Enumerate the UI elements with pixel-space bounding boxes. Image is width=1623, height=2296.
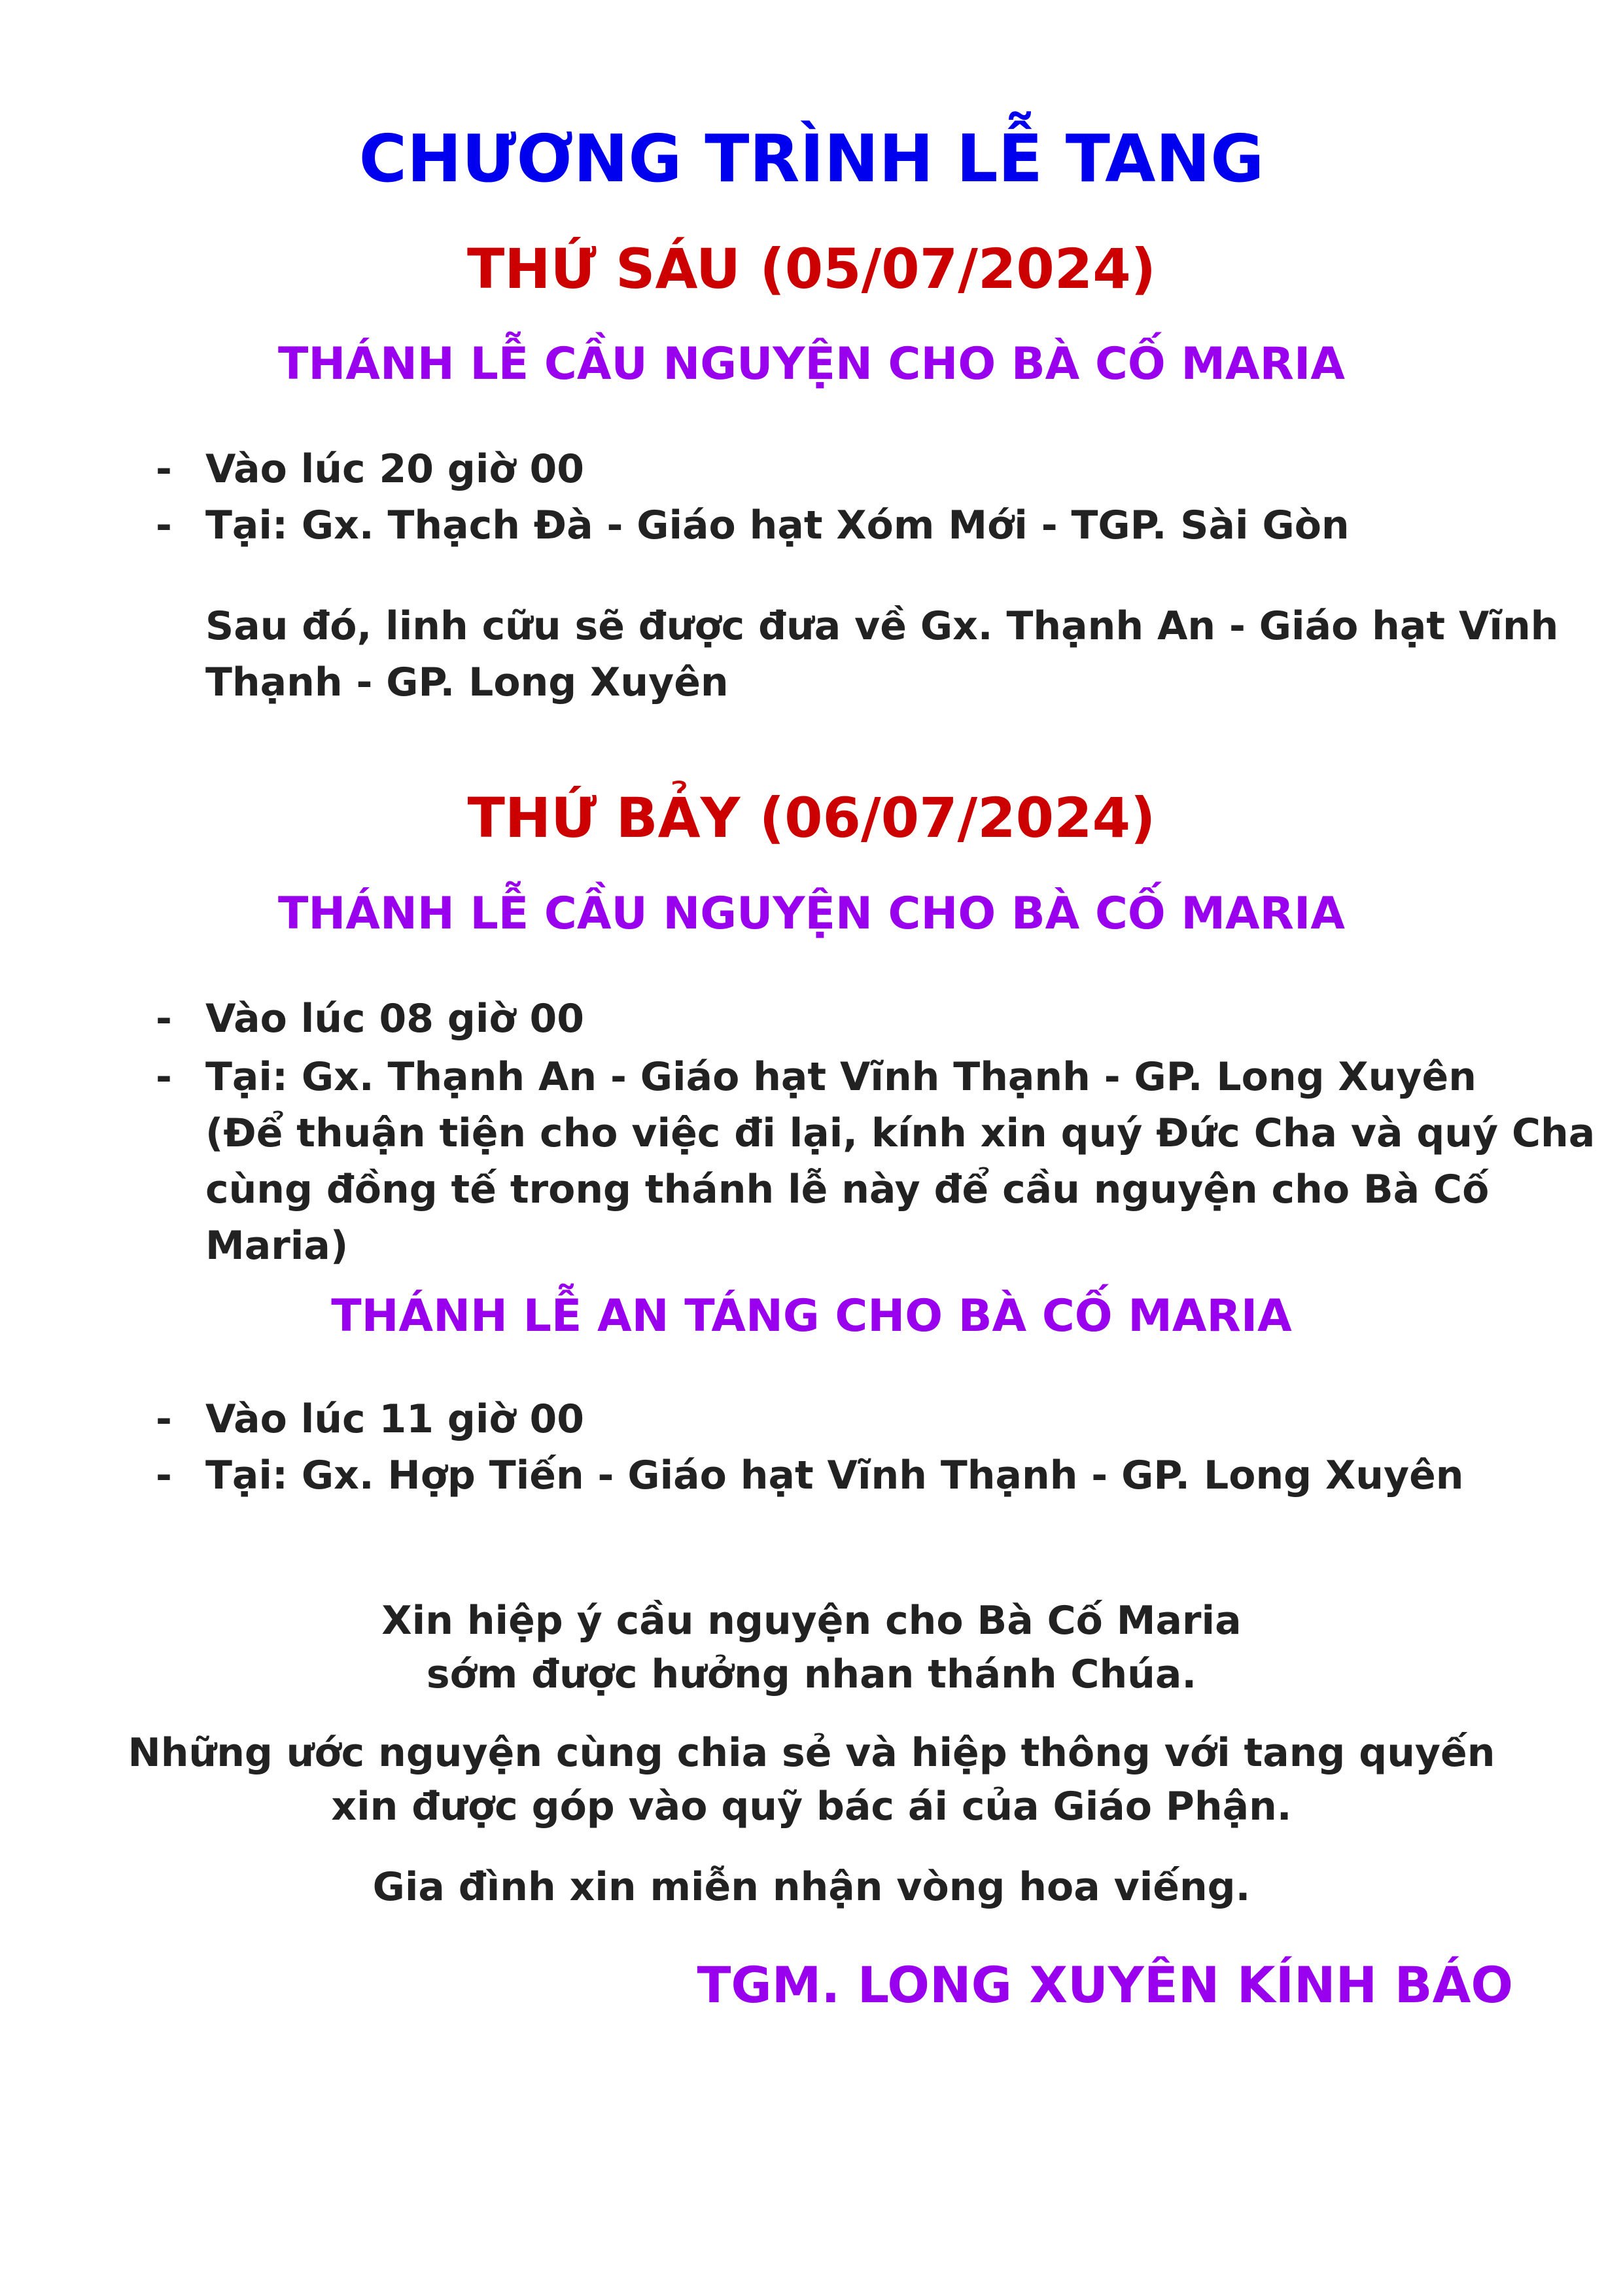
- bullet-time: Vào lúc 08 giờ 00: [205, 996, 584, 1042]
- bullet-dash: -: [156, 1453, 172, 1498]
- page-title: CHƯƠNG TRÌNH LỄ TANG: [358, 120, 1265, 197]
- transfer-note: Sau đó, linh cữu sẽ được đưa về Gx. Thạnh An - Giáo hạt Vĩnh Thạnh - GP. Long Xuyên: [205, 603, 1559, 705]
- day-heading-friday: THỨ SÁU (05/07/2024): [466, 237, 1157, 301]
- mass-title-prayer-2: THÁNH LỄ CẦU NGUYỆN CHO BÀ CỐ MARIA: [278, 888, 1345, 940]
- charity-note: Những ước nguyện cùng chia sẻ và hiệp thông với tang quyến xin được góp vào quỹ bác ái của Giáo Phận.: [128, 1730, 1495, 1829]
- prayer-request: Xin hiệp ý cầu nguyện cho Bà Cố Maria sớm được hưởng nhan thánh Chúa.: [381, 1598, 1242, 1697]
- bullet-dash: -: [156, 503, 172, 548]
- bullet-dash: -: [156, 446, 172, 492]
- bullet-dash: -: [156, 1396, 172, 1442]
- flowers-note: Gia đình xin miễn nhận vòng hoa viếng.: [372, 1864, 1251, 1910]
- bullet-dash: -: [156, 996, 172, 1042]
- bullet-location: Tại: Gx. Thạnh An - Giáo hạt Vĩnh Thạnh - GP. Long Xuyên (Để thuận tiện cho việc đi lại, kính xin quý Đức Cha và quý Cha cùng đồng tế trong thánh lễ này để cầu nguyện cho Bà Cố Maria): [205, 1054, 1596, 1269]
- bullet-location: Tại: Gx. Thạch Đà - Giáo hạt Xóm Mới - TGP. Sài Gòn: [205, 503, 1350, 548]
- bullet-time: Vào lúc 20 giờ 00: [205, 446, 584, 492]
- bullet-location: Tại: Gx. Hợp Tiến - Giáo hạt Vĩnh Thạnh - GP. Long Xuyên: [205, 1453, 1464, 1498]
- bullet-time: Vào lúc 11 giờ 00: [205, 1396, 584, 1442]
- bullet-dash: -: [156, 1054, 172, 1100]
- day-heading-saturday: THỨ BẢY (06/07/2024): [467, 786, 1156, 850]
- mass-title-prayer-1: THÁNH LỄ CẦU NGUYỆN CHO BÀ CỐ MARIA: [278, 338, 1345, 390]
- mass-title-burial: THÁNH LỄ AN TÁNG CHO BÀ CỐ MARIA: [331, 1290, 1292, 1342]
- signature: TGM. LONG XUYÊN KÍNH BÁO: [697, 1956, 1513, 2014]
